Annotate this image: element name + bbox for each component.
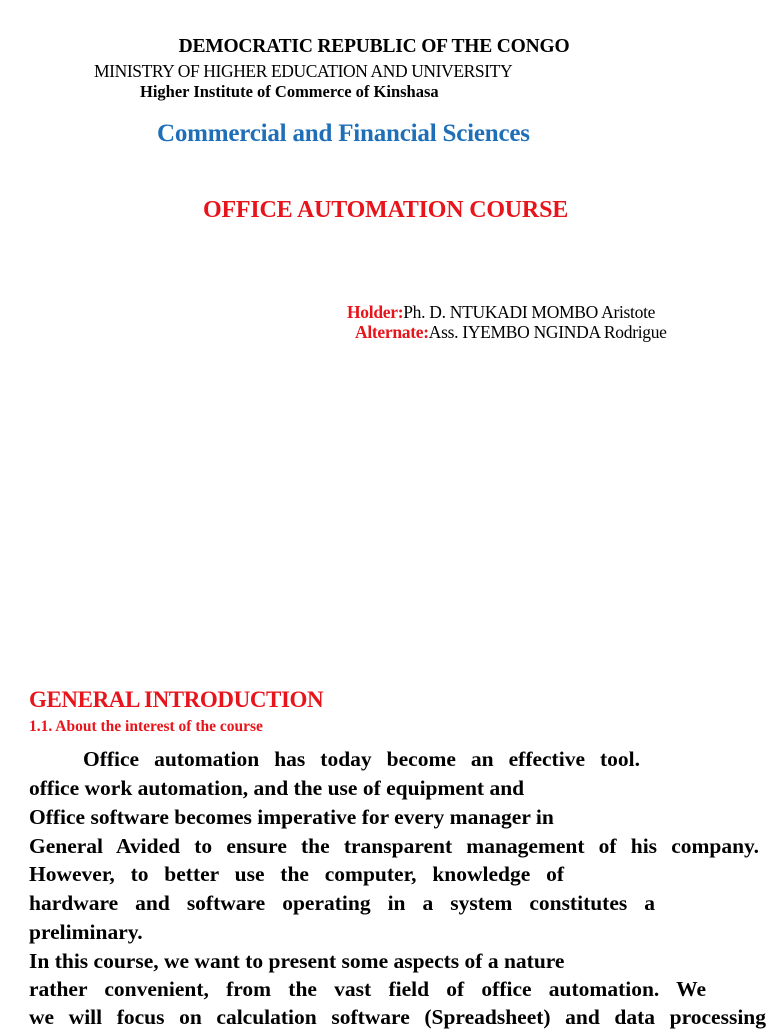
alternate-label: Alternate: — [355, 322, 429, 342]
paragraph-line-9: rather convenient, from the vast field of office automation. We — [29, 977, 706, 1001]
paragraph-line-6: hardware and software operating in a system constitutes a — [29, 891, 655, 915]
paragraph-line-7: preliminary. — [29, 920, 143, 944]
country-heading: DEMOCRATIC REPUBLIC OF THE CONGO — [178, 36, 570, 57]
paragraph-line-10: we will focus on calculation software (Spreadsheet) and data processing — [29, 1005, 766, 1029]
institute-line: Higher Institute of Commerce of Kinshasa — [140, 82, 439, 101]
paragraph-line-1: Office automation has today become an effective tool. — [83, 747, 640, 771]
paragraph-line-5: However, to better use the computer, knowledge of — [29, 862, 564, 886]
paragraph-line-3: Office software becomes imperative for every manager in — [29, 805, 554, 829]
holder-label: Holder: — [347, 302, 404, 322]
holder-name: Ph. D. NTUKADI MOMBO Aristote — [403, 302, 656, 322]
alternate-name: Ass. IYEMBO NGINDA Rodrigue — [428, 322, 667, 342]
paragraph-line-8: In this course, we want to present some aspects of a nature — [29, 949, 565, 973]
faculty-title: Commercial and Financial Sciences — [157, 120, 530, 147]
course-title: OFFICE AUTOMATION COURSE — [203, 197, 569, 223]
alternate-line — [355, 322, 667, 343]
ministry-line: MINISTRY OF HIGHER EDUCATION AND UNIVERSITY — [94, 61, 513, 81]
holder-line — [347, 302, 655, 323]
section-subheading: 1.1. About the interest of the course — [29, 718, 263, 735]
section-heading: GENERAL INTRODUCTION — [29, 687, 324, 712]
paragraph-line-4: General Avided to ensure the transparent management of his company. — [29, 834, 759, 858]
paragraph-line-2: office work automation, and the use of equipment and — [29, 776, 525, 800]
